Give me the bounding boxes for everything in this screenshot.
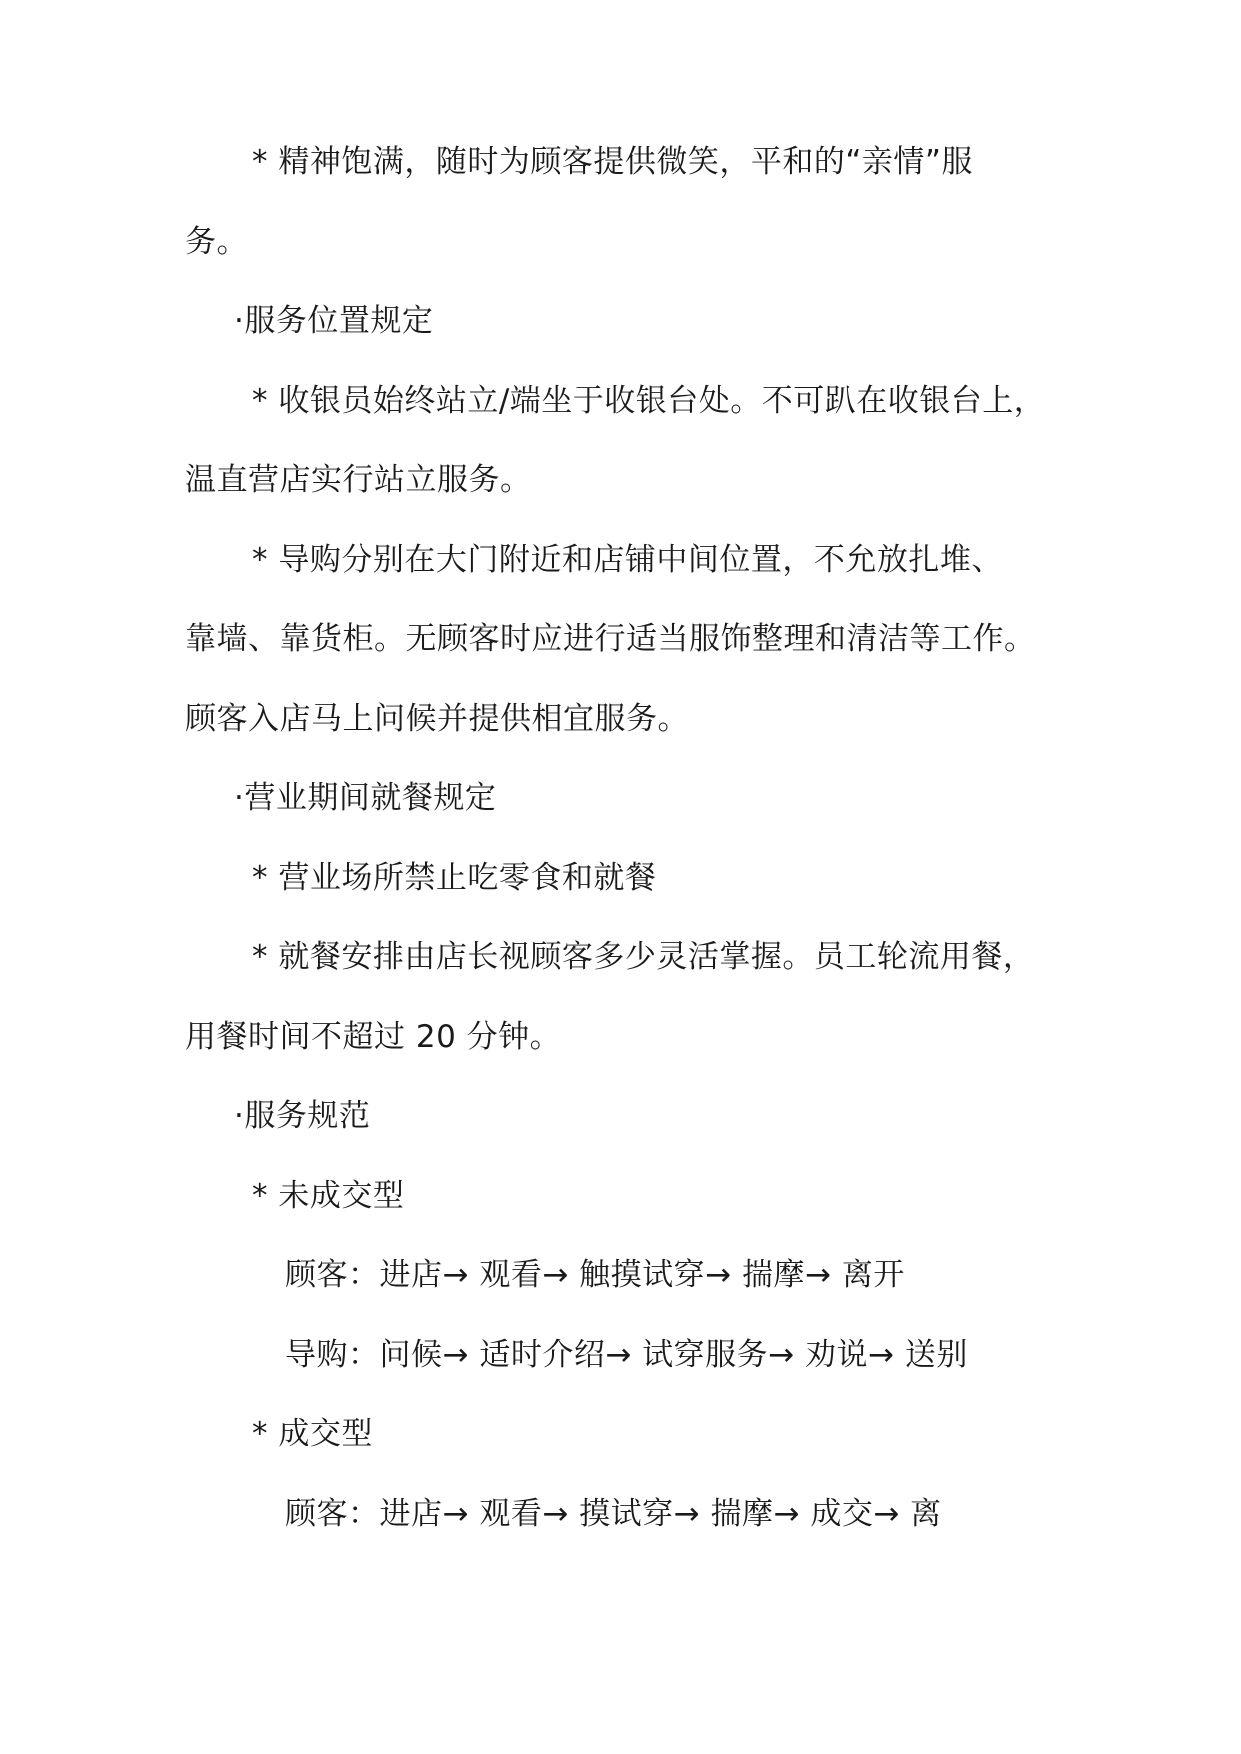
paragraph-line: 用餐时间不超过 20 分钟。 [185, 1019, 562, 1055]
paragraph-line: * 导购分别在大门附近和店铺中间位置，不允放扎堆、 [252, 542, 1003, 578]
list-item: * 未成交型 [252, 1178, 405, 1214]
list-item: * 成交型 [252, 1416, 373, 1452]
section-heading: ·服务位置规定 [234, 303, 434, 339]
paragraph-line: * 精神饱满，随时为顾客提供微笑，平和的“亲情”服 [252, 144, 973, 180]
flow-line: 导购：问候→ 适时介绍→ 试穿服务→ 劝说→ 送别 [285, 1337, 968, 1373]
section-heading: ·营业期间就餐规定 [234, 780, 497, 816]
paragraph-line: 温直营店实行站立服务。 [185, 462, 532, 498]
paragraph-line: * 营业场所禁止吃零食和就餐 [252, 860, 657, 896]
paragraph-line: 务。 [185, 224, 248, 260]
section-heading: ·服务规范 [234, 1098, 371, 1134]
paragraph-line: 靠墙、靠货柜。无顾客时应进行适当服饰整理和清洁等工作。 [185, 621, 1036, 657]
flow-line: 顾客：进店→ 观看→ 摸试穿→ 揣摩→ 成交→ 离 [285, 1496, 942, 1532]
flow-line: 顾客：进店→ 观看→ 触摸试穿→ 揣摩→ 离开 [285, 1257, 905, 1293]
paragraph-line: * 收银员始终站立/端坐于收银台处。不可趴在收银台上， [252, 383, 1046, 419]
paragraph-line: * 就餐安排由店长视顾客多少灵活掌握。员工轮流用餐， [252, 939, 1035, 975]
paragraph-line: 顾客入店马上问候并提供相宜服务。 [185, 701, 689, 737]
